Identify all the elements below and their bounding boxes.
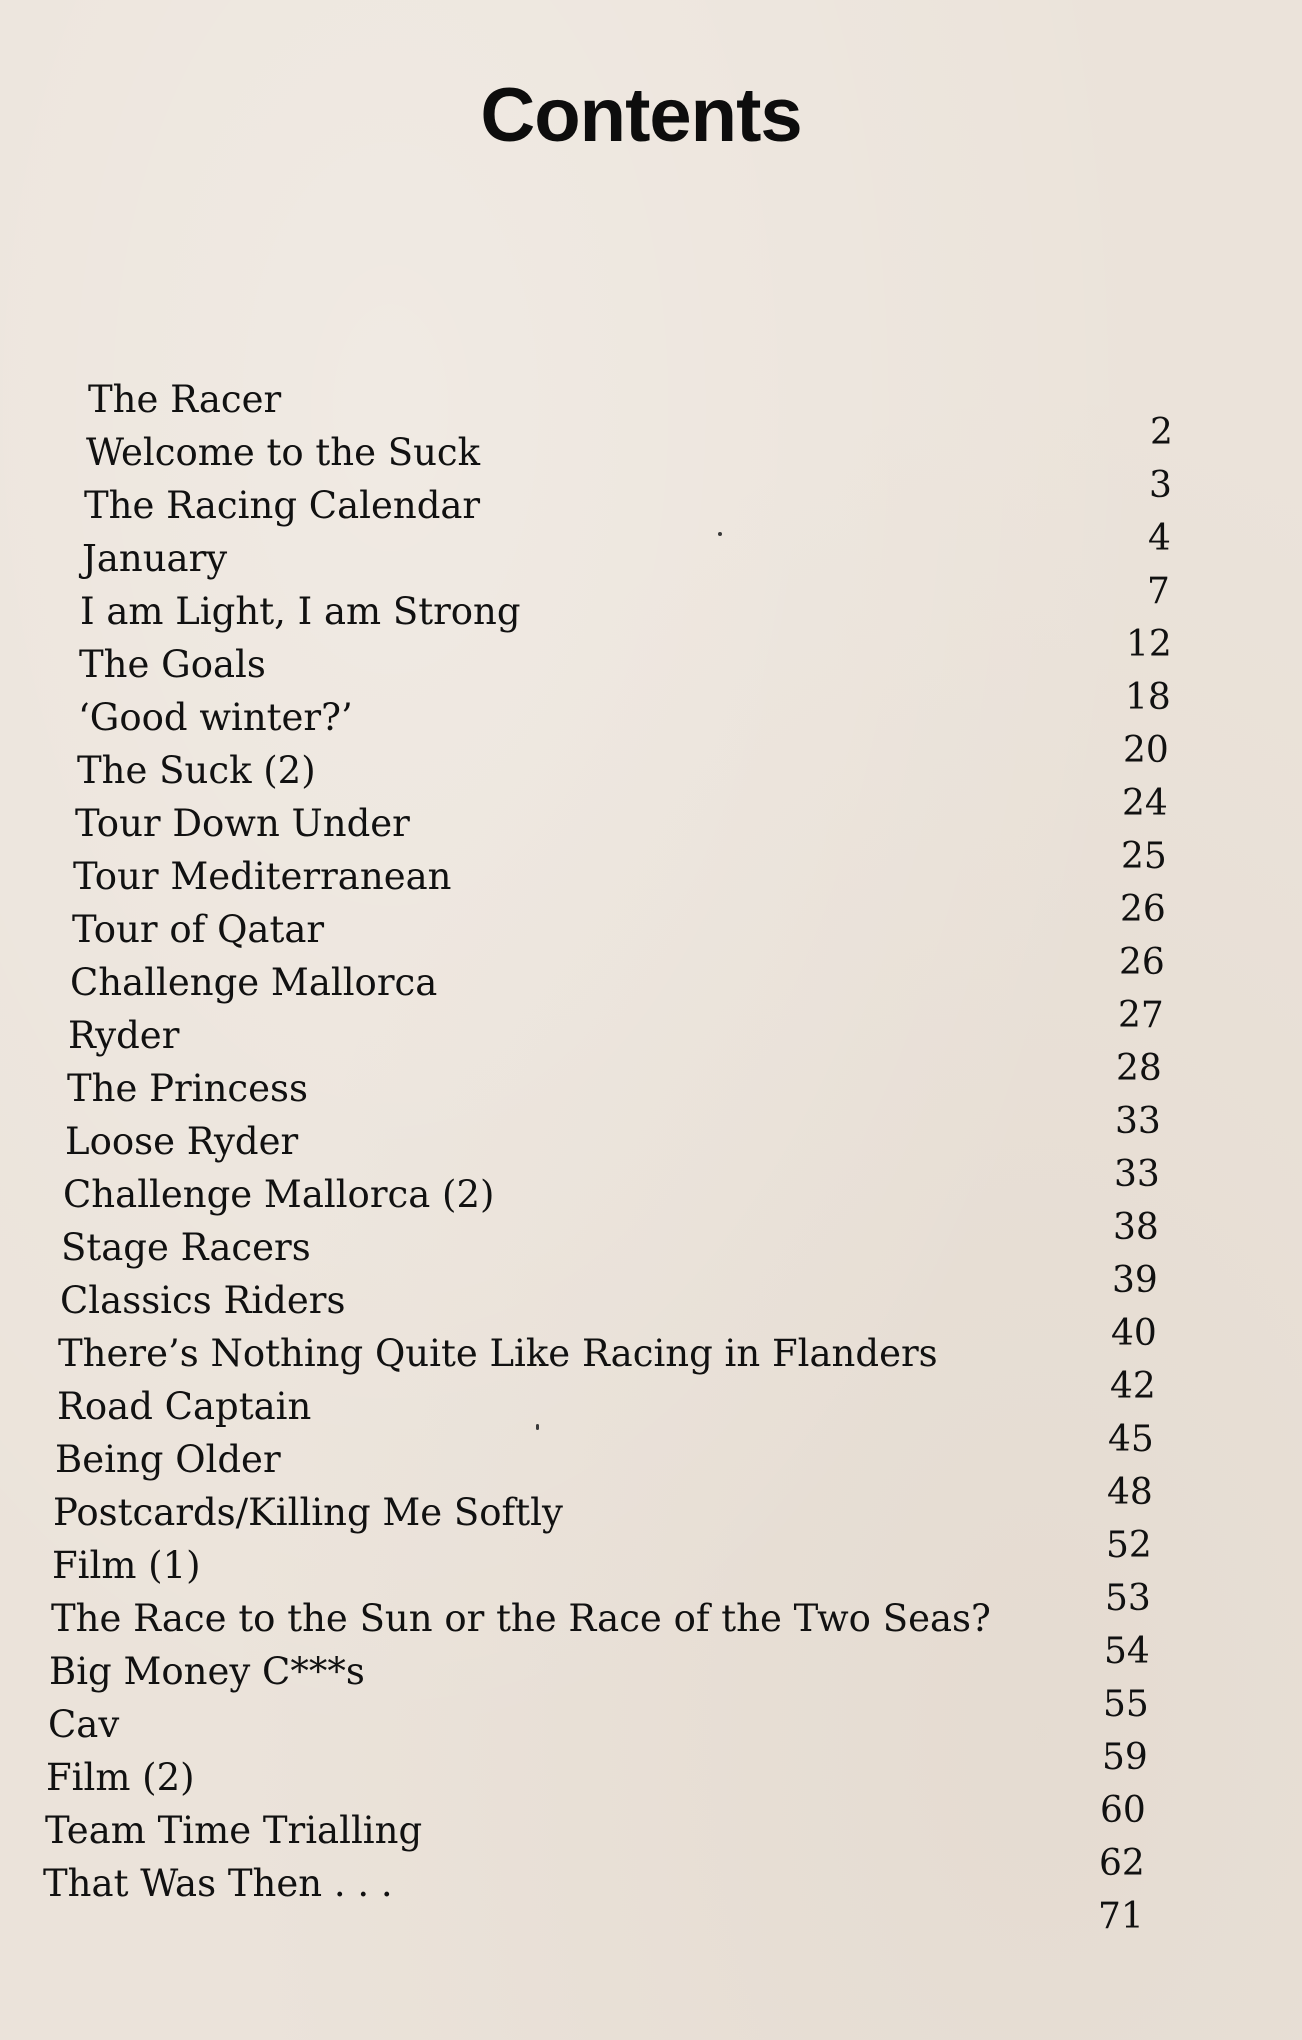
entry-title: Postcards/Killing Me Softly (53, 1491, 563, 1534)
entry-title: The Racing Calendar (84, 484, 481, 527)
page-number: 3 (1149, 465, 1172, 506)
page-number: 2 (1150, 412, 1173, 453)
entry-title: Tour Mediterranean (73, 855, 452, 898)
page-number: 53 (1105, 1578, 1151, 1619)
page-number: 40 (1111, 1313, 1157, 1354)
entry-title: Welcome to the Suck (86, 431, 481, 474)
entry-title: There’s Nothing Quite Like Racing in Flanders (58, 1332, 938, 1375)
page-number: 39 (1112, 1260, 1158, 1301)
page-number: 12 (1126, 624, 1172, 665)
page-number: 26 (1119, 942, 1165, 983)
entry-title: Big Money C***s (49, 1650, 365, 1693)
entry-title: The Race to the Sun or the Race of the Two Seas? (51, 1597, 991, 1640)
entry-title: Challenge Mallorca (70, 961, 438, 1004)
page-number: 42 (1110, 1366, 1156, 1407)
page-number: 27 (1118, 995, 1164, 1036)
entry-title: The Racer (88, 378, 282, 421)
entry-title: Film (1) (52, 1544, 201, 1587)
entry-title: Loose Ryder (65, 1120, 299, 1163)
entry-title: Road Captain (57, 1385, 312, 1428)
entry-title: Challenge Mallorca (2) (63, 1173, 495, 1216)
entry-title: I am Light, I am Strong (80, 590, 521, 633)
entry-title: Stage Racers (61, 1226, 311, 1269)
page-number: 28 (1116, 1048, 1162, 1089)
page-number: 38 (1113, 1207, 1159, 1248)
entry-title: Cav (48, 1703, 120, 1746)
entry-title: January (82, 537, 228, 580)
page-number: 59 (1102, 1737, 1148, 1778)
page-number: 33 (1114, 1154, 1160, 1195)
page-number: 7 (1147, 571, 1170, 612)
page-title: Contents (480, 73, 802, 158)
page-number: 54 (1104, 1631, 1150, 1672)
page-number: 55 (1103, 1684, 1149, 1725)
paper-speck (718, 532, 722, 536)
page-number: 4 (1148, 518, 1171, 559)
page-number: 52 (1106, 1525, 1152, 1566)
page-number: 60 (1100, 1790, 1146, 1831)
entry-title: Tour of Qatar (72, 908, 325, 951)
entry-title: The Goals (79, 643, 266, 686)
paper-speck (536, 1424, 539, 1430)
page-number: 25 (1121, 836, 1167, 877)
entry-title: Tour Down Under (75, 802, 410, 845)
entry-title: The Suck (2) (77, 749, 316, 792)
entry-title: The Princess (67, 1067, 309, 1110)
entry-title: Classics Riders (60, 1279, 346, 1322)
entry-title: That Was Then . . . (43, 1862, 393, 1905)
page-number: 48 (1107, 1472, 1153, 1513)
page-number: 62 (1099, 1843, 1145, 1884)
page-number: 33 (1115, 1101, 1161, 1142)
page-number: 18 (1125, 677, 1171, 718)
page-number: 26 (1120, 889, 1166, 930)
page-number: 20 (1123, 730, 1169, 771)
entry-title: Being Older (55, 1438, 281, 1481)
entry-title: Film (2) (46, 1756, 195, 1799)
page-number: 71 (1098, 1896, 1144, 1937)
entry-title: ‘Good winter?’ (78, 696, 353, 739)
page-number: 45 (1108, 1419, 1154, 1460)
entry-title: Team Time Trialling (45, 1809, 423, 1852)
page-number: 24 (1122, 783, 1168, 824)
entry-title: Ryder (68, 1014, 180, 1057)
